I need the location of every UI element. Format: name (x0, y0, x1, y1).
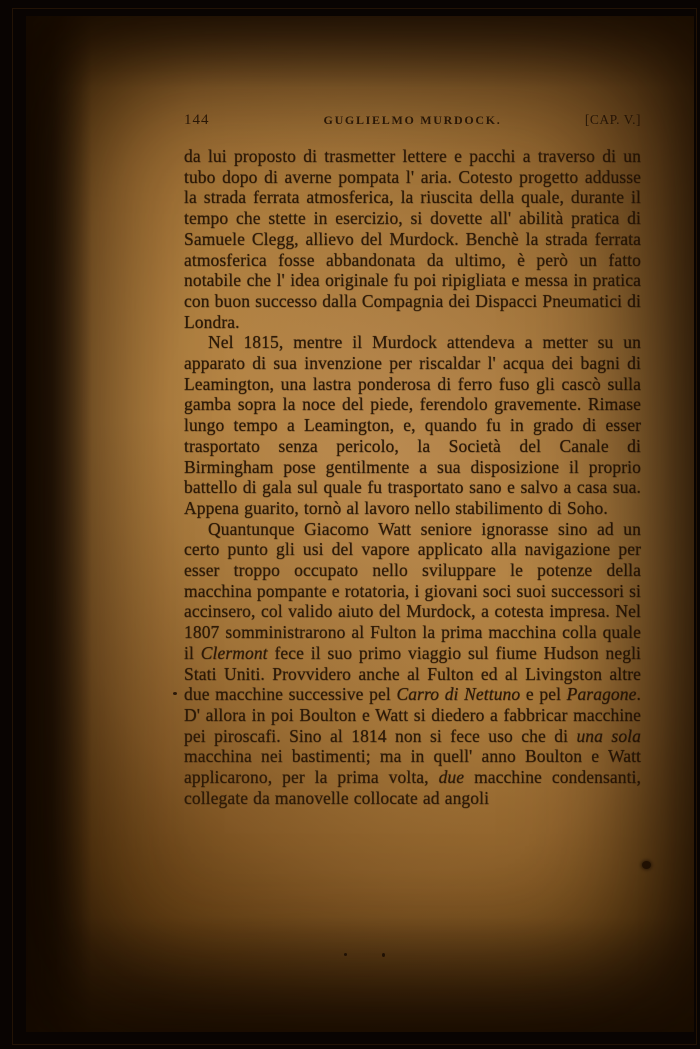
page-text (184, 146, 641, 809)
text-run: da lui proposto di trasmetter lettere e pacchi a traverso di un tubo dopo di averne pompata l' aria. Cotesto progetto addusse la strada ferrata atmosferica, la riuscita della quale, durante il tempo che stette in esercizio, si dovette all' abilità pratica di Samuele Clegg, allievo del Murdock. Benchè la strada ferrata atmosferica fosse abbandonata da ultimo, è però un fatto notabile che l' idea originale fu poi ripigliata e messa in pratica con buon successo dalla Compagnia dei Dispacci Pneumatici di Londra. (184, 146, 641, 332)
scan-speck (382, 953, 385, 957)
text-run: una sola (576, 725, 641, 746)
paragraph (184, 332, 641, 518)
text-run: . D' allora in poi Boulton e Watt si diedero a fabbricar macchine pei piroscafi. Sino al 1814 non si fece uso che di (184, 684, 641, 746)
text-run: macchine condensanti, collegate da manovelle collocate ad angoli (184, 767, 641, 808)
paragraph (184, 519, 641, 809)
book-page (26, 16, 694, 1032)
text-run: fece il suo primo viaggio sul fiume Hudson negli Stati Uniti. Provvidero anche al Fulton ed al Livingston altre due macchine successive pel (184, 642, 641, 705)
bottom-shadow (26, 917, 694, 1032)
scan-speck (642, 861, 651, 869)
running-title: GUGLIELMO MURDOCK. (323, 113, 502, 127)
scan-speck (344, 953, 347, 956)
text-run: Quantunque Giacomo Watt seniore ignorasse sino ad un certo punto gli usi del vapore applicato alla navigazione per esser troppo occupato nello sviluppare le potenze della macchina pompante e rotatoria, i giovani soci suoi successori si accinsero, col valido aiuto del Murdock, a cotesta impresa. Nel 1807 somministrarono al Fulton la prima macchina colla quale il (184, 518, 641, 663)
book-spine-shadow (26, 16, 92, 1032)
chapter-label: [CAP. V.] (584, 112, 641, 127)
paragraph (184, 146, 641, 332)
page-number: 144 (184, 112, 210, 128)
text-run: Clermont (200, 642, 268, 663)
top-shadow (26, 16, 694, 88)
text-run: e pel (520, 684, 567, 705)
text-run: Carro di Nettuno (396, 684, 521, 705)
text-block (184, 112, 641, 809)
text-run: Nel 1815, mentre il Murdock attendeva a metter su un apparato di sua invenzione per riscaldar l' acqua dei bagni di Leamington, una lastra ponderosa di ferro fuso gli cascò sulla gamba sopra la noce del piede, ferendolo gravemente. Rimase lungo tempo a Leamington, e, quando fu in grado di esser trasportato senza pericolo, la Società del Canale di Birmingham pose gentilmente a sua disposizione il proprio battello di gala sul quale fu trasportato sano e salvo a casa sua. Appena guarito, tornò al lavoro nello stabilimento di Soho. (184, 332, 641, 518)
page-header (184, 112, 641, 129)
text-run: macchina nei bastimenti; ma in quell' anno Boulton e Watt applicarono, per la prima volta, (184, 746, 641, 788)
text-run: Paragone (566, 684, 637, 705)
scan-speck (173, 692, 177, 695)
text-run: due (438, 767, 465, 788)
